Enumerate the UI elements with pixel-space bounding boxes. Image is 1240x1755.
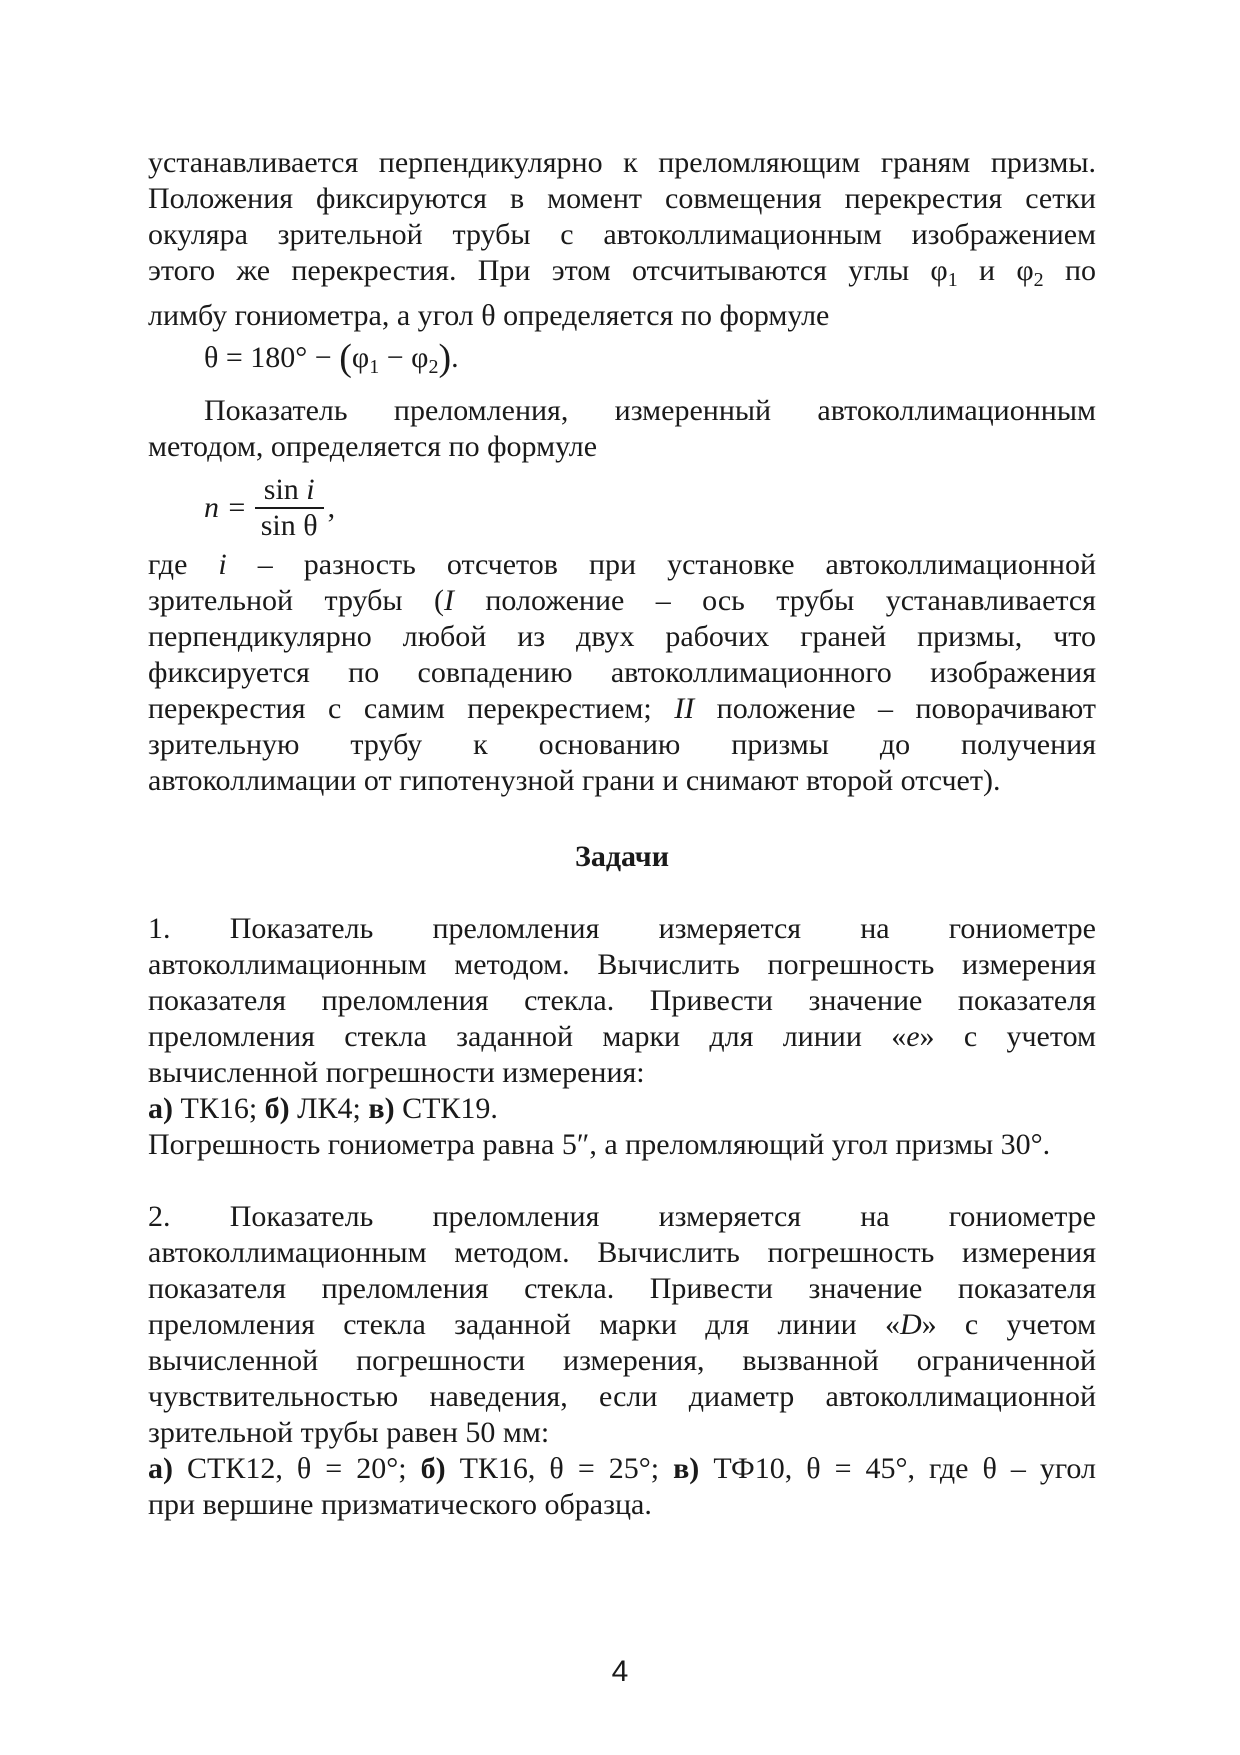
spacer [148, 1163, 1096, 1199]
option-c-label: в) [368, 1092, 395, 1125]
para3-line-6: зрительную трубу к основанию призмы до получения [148, 728, 1096, 761]
task1-line-7: Погрешность гониометра равна 5″, а преломляющий угол призмы 30°. [148, 1128, 1051, 1161]
para3-line-5 [148, 691, 1096, 727]
subscript-2: 2 [428, 356, 439, 378]
line-d: D [899, 1308, 922, 1341]
para3-line-5-a: перекрестия с самим перекрестием; [148, 692, 652, 725]
numerator-sin: sin [263, 473, 299, 506]
intro-line-2: Положения фиксируются в момент совмещения перекрестия сетки [148, 182, 1096, 215]
para3-line-1 [148, 547, 1096, 583]
intro-line-3: окуляра зрительной трубы с автоколлимационным изображением [148, 218, 1096, 251]
para3-line-2-b: положение – ось трубы устанавливается [485, 584, 1096, 617]
task2-line-1: 2. Показатель преломления измеряется на гониометре [148, 1200, 1096, 1233]
option-a-label: а) [148, 1092, 173, 1125]
open-paren: ( [339, 337, 352, 379]
para3-line-5-b: положение – поворачивают [716, 692, 1096, 725]
fraction-denominator: sin θ [255, 507, 324, 543]
task1-line-1: 1. Показатель преломления измеряется на гониометре [148, 912, 1096, 945]
by-word: по [1064, 254, 1097, 287]
line-e: e [906, 1020, 920, 1053]
phi-2 [1016, 254, 1044, 291]
phi-1 [930, 254, 958, 291]
where-word: где [148, 548, 188, 581]
option-b-value: ЛК4; [289, 1092, 369, 1125]
theta-symbol: θ [481, 299, 496, 332]
task1-line-2: автоколлимационным методом. Вычислить погрешность измерения [148, 948, 1096, 981]
fraction-numerator [258, 473, 321, 507]
option-c-value: ТФ10, θ = 45°, где θ – угол [699, 1452, 1096, 1485]
option-a-value: ТК16; [173, 1092, 265, 1125]
formula-n-lhs [204, 490, 247, 526]
roman-two: II [674, 692, 695, 725]
task1-line-4-a: преломления стекла заданной марки для линии « [148, 1020, 907, 1053]
phi-symbol: φ [351, 341, 370, 374]
phi-symbol: φ [930, 254, 948, 287]
task1-line-4-b: » с учетом [919, 1020, 1096, 1053]
subscript-2: 2 [1033, 269, 1044, 291]
para2-line-1: Показатель преломления, измеренный автоколлимационным [204, 394, 1096, 427]
and-word: и [979, 254, 996, 287]
option-b-label: б) [420, 1452, 446, 1485]
task2-line-2: автоколлимационным методом. Вычислить погрешность измерения [148, 1236, 1096, 1269]
var-i: i [218, 548, 227, 581]
option-c-label: в) [673, 1452, 700, 1485]
option-b-label: б) [264, 1092, 290, 1125]
page-number: 4 [611, 1655, 629, 1688]
formula-n [204, 473, 1096, 543]
close-paren: ) [438, 337, 452, 379]
document-page [148, 145, 1096, 1523]
option-a-value: СТК12, θ = 20°; [173, 1452, 421, 1485]
task2-line-7: зрительной трубы равен 50 мм: [148, 1416, 550, 1449]
para3-line-7: автоколлимации от гипотенузной грани и снимают второй отсчет). [148, 764, 1001, 797]
intro-line-4-text: этого же перекрестия. При этом отсчитываются углы [148, 254, 910, 287]
intro-line-1: устанавливается перпендикулярно к преломляющим граням призмы. [148, 146, 1096, 179]
formula-comma: , [327, 491, 336, 524]
para3-line-2-a: зрительной трубы ( [148, 584, 444, 617]
phi-symbol: φ [1016, 254, 1034, 287]
task1-options [148, 1091, 1096, 1127]
fraction [255, 473, 324, 543]
numerator-var: i [306, 473, 315, 506]
formula-n-lhs-text: n = [204, 491, 247, 524]
task1-line-4 [148, 1019, 1096, 1055]
subscript-1: 1 [369, 356, 380, 378]
task2-line-9: при вершине призматического образца. [148, 1488, 652, 1521]
task2-line-4 [148, 1307, 1096, 1343]
task1-line-3: показателя преломления стекла. Привести значение показателя [148, 984, 1096, 1017]
formula-theta-lhs: θ = 180° − [204, 341, 332, 374]
intro-line-4 [148, 253, 1096, 298]
phi-symbol: φ [411, 341, 429, 374]
para3-line-1-rest: – разность отсчетов при установке автоколлимационной [257, 548, 1097, 581]
para3-line-2 [148, 583, 1096, 619]
option-b-value: ТК16, θ = 25°; [445, 1452, 674, 1485]
task2-line-4-a: преломления стекла заданной марки для линии « [148, 1308, 900, 1341]
intro-line-5-text-b: определяется по формуле [503, 299, 830, 332]
formula-period: . [451, 341, 459, 374]
task1-line-5: вычисленной погрешности измерения: [148, 1056, 645, 1089]
minus-sign: − [379, 341, 412, 374]
task2-options [148, 1451, 1096, 1487]
intro-line-5 [148, 298, 1096, 334]
task2-line-4-b: » с учетом [921, 1308, 1096, 1341]
para3-line-4: фиксируется по совпадению автоколлимационного изображения [148, 656, 1096, 689]
option-c-value: СТК19. [394, 1092, 498, 1125]
para2-line-2: методом, определяется по формуле [148, 430, 598, 463]
formula-theta [204, 338, 1096, 387]
intro-line-5-text-a: лимбу гониометра, а угол [148, 299, 474, 332]
subscript-1: 1 [947, 269, 958, 291]
task2-line-6: чувствительностью наведения, если диаметр автоколлимационной [148, 1380, 1096, 1413]
task2-line-5: вычисленной погрешности измерения, вызванной ограниченной [148, 1344, 1096, 1377]
option-a-label: а) [148, 1452, 173, 1485]
para3-line-3: перпендикулярно любой из двух рабочих граней призмы, что [148, 620, 1096, 653]
roman-one: I [443, 584, 454, 617]
task2-line-3: показателя преломления стекла. Привести значение показателя [148, 1272, 1096, 1305]
section-heading: Задачи [574, 840, 669, 873]
